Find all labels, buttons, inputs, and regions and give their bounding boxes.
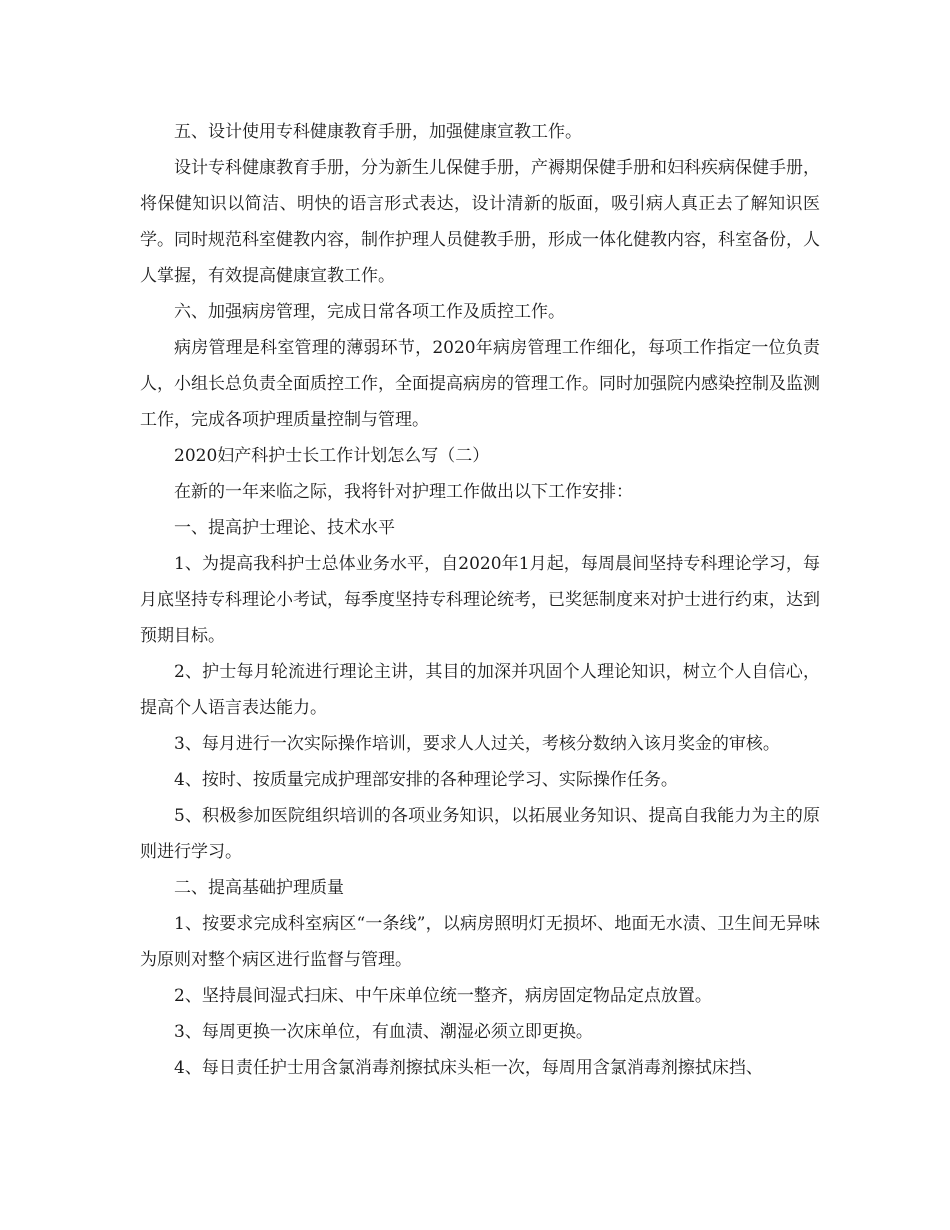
document-body: [140, 114, 820, 1086]
body-paragraph: 设计专科健康教育手册，分为新生儿保健手册，产褥期保健手册和妇科疾病保健手册，将保健知识以简洁、明快的语言形式表达，设计清新的版面，吸引病人真正去了解知识医学。同时规范科室健教内容，制作护理人员健教手册，形成一体化健教内容，科室备份，人人掌握，有效提高健康宣教工作。: [140, 158, 820, 286]
section-heading-5: 五、设计使用专科健康教育手册，加强健康宣教工作。: [174, 122, 582, 142]
section-heading-1: 一、提高护士理论、技术水平: [174, 518, 395, 538]
list-item: 2、护士每月轮流进行理论主讲，其目的加深并巩固个人理论知识，树立个人自信心，提高个人语言表达能力。: [140, 662, 820, 718]
list-item: 4、按时、按质量完成护理部安排的各种理论学习、实际操作任务。: [174, 770, 678, 790]
section-heading-6: 六、加强病房管理，完成日常各项工作及质控工作。: [174, 302, 565, 322]
part-title: 2020妇产科护士长工作计划怎么写（二）: [174, 446, 490, 466]
list-item: 1、为提高我科护士总体业务水平，自2020年1月起，每周晨间坚持专科理论学习，每月底坚持专科理论小考试，每季度坚持专科理论统考，已奖惩制度来对护士进行约束，达到预期目标。: [140, 554, 820, 646]
body-paragraph: 病房管理是科室管理的薄弱环节，2020年病房管理工作细化，每项工作指定一位负责人，小组长总负责全面质控工作，全面提高病房的管理工作。同时加强院内感染控制及监测工作，完成各项护理质量控制与管理。: [140, 338, 820, 430]
list-item: 3、每月进行一次实际操作培训，要求人人过关，考核分数纳入该月奖金的审核。: [174, 734, 780, 754]
section-heading-2: 二、提高基础护理质量: [174, 878, 344, 898]
list-item: 3、每周更换一次床单位，有血渍、潮湿必须立即更换。: [174, 1022, 593, 1042]
list-item: 4、每日责任护士用含氯消毒剂擦拭床头柜一次，每周用含氯消毒剂擦拭床挡、: [174, 1058, 763, 1078]
intro-paragraph: 在新的一年来临之际，我将针对护理工作做出以下工作安排：: [174, 482, 633, 502]
list-item: 1、按要求完成科室病区“一条线”，以病房照明灯无损坏、地面无水渍、卫生间无异味为原则对整个病区进行监督与管理。: [140, 914, 820, 970]
list-item: 2、坚持晨间湿式扫床、中午床单位统一整齐，病房固定物品定点放置。: [174, 986, 712, 1006]
list-item: 5、积极参加医院组织培训的各项业务知识，以拓展业务知识、提高自我能力为主的原则进行学习。: [140, 806, 820, 862]
